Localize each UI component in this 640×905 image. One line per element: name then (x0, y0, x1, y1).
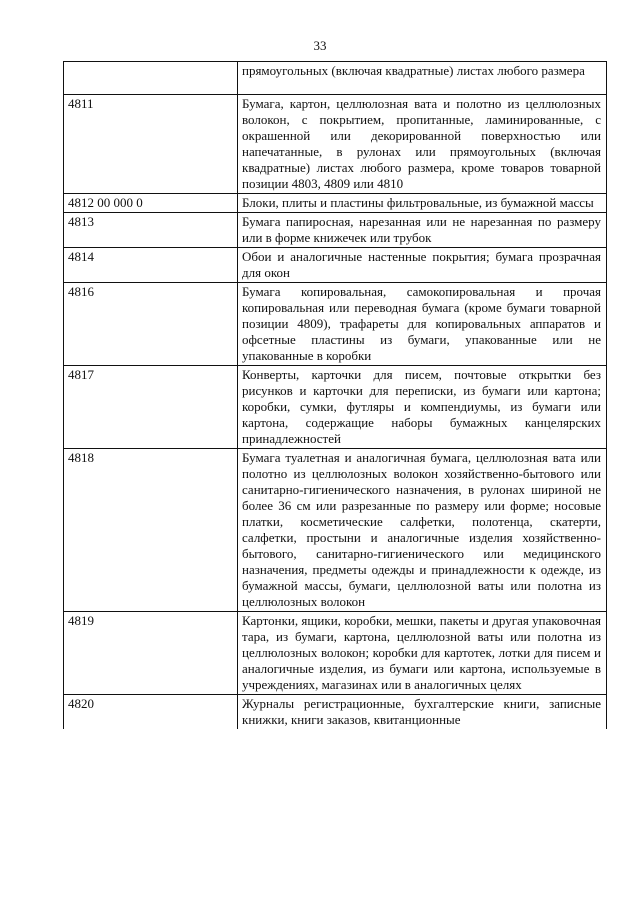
description-cell: Бумага, картон, целлюлозная вата и полотно из целлюлозных волокон, с покрытием, пропитанные, ламинированные, с окрашенной или декорированной поверхностью или напечатанные, в рулонах или прямоугольных (включая квадратные) листах любого размера, кроме товаров товарной позиции 4803, 4809 или 4810 (238, 95, 607, 194)
code-cell: 4812 00 000 0 (64, 194, 238, 213)
description-cell: Бумага копировальная, самокопировальная и прочая копировальная или переводная бумага (кроме бумаги товарной позиции 4809), трафареты для копировальных аппаратов и офсетные пластины из бумаги, упакованные или не упакованные в коробки (238, 283, 607, 366)
table-row (64, 194, 607, 213)
table-row (64, 95, 607, 194)
description-cell: Бумага папиросная, нарезанная или не нарезанная по размеру или в форме книжечек или трубок (238, 213, 607, 248)
code-cell: 4814 (64, 248, 238, 283)
description-cell: Блоки, плиты и пластины фильтровальные, из бумажной массы (238, 194, 607, 213)
code-cell: 4819 (64, 612, 238, 695)
table-row (64, 283, 607, 366)
code-cell: 4817 (64, 366, 238, 449)
code-cell: 4818 (64, 449, 238, 612)
description-cell: прямоугольных (включая квадратные) листах любого размера (238, 62, 607, 95)
table-row (64, 449, 607, 612)
tariff-table (63, 61, 607, 729)
code-cell: 4813 (64, 213, 238, 248)
page-number: 33 (313, 38, 327, 53)
table-row (64, 248, 607, 283)
table-row (64, 62, 607, 95)
description-cell: Бумага туалетная и аналогичная бумага, целлюлозная вата или полотно из целлюлозных волокон хозяйственно-бытового или санитарно-гигиенического назначения, в рулонах шириной не более 36 см или разрезанные по размеру или форме; носовые платки, косметические салфетки, полотенца, скатерти, салфетки, простыни и аналогичные изделия хозяйственно-бытового, санитарно-гигиенического или медицинского назначения, предметы одежды и принадлежности к одежде, из бумажной массы, бумаги, целлюлозной ваты или полотна из целлюлозных волокон (238, 449, 607, 612)
code-cell: 4811 (64, 95, 238, 194)
table-row (64, 695, 607, 730)
table-row (64, 213, 607, 248)
description-cell: Журналы регистрационные, бухгалтерские книги, записные книжки, книги заказов, квитанционные (238, 695, 607, 730)
table-row (64, 366, 607, 449)
code-cell: 4820 (64, 695, 238, 730)
code-cell (64, 62, 238, 95)
description-cell: Картонки, ящики, коробки, мешки, пакеты и другая упаковочная тара, из бумаги, картона, целлюлозной ваты или полотна из целлюлозных волокон; коробки для картотек, лотки для писем и аналогичные изделия, из бумаги или картона, используемые в учреждениях, магазинах или в аналогичных целях (238, 612, 607, 695)
description-cell: Конверты, карточки для писем, почтовые открытки без рисунков и карточки для переписки, из бумаги или картона; коробки, сумки, футляры и компендиумы, из бумаги или картона, содержащие наборы бумажных канцелярских принадлежностей (238, 366, 607, 449)
table-row (64, 612, 607, 695)
description-cell: Обои и аналогичные настенные покрытия; бумага прозрачная для окон (238, 248, 607, 283)
code-cell: 4816 (64, 283, 238, 366)
